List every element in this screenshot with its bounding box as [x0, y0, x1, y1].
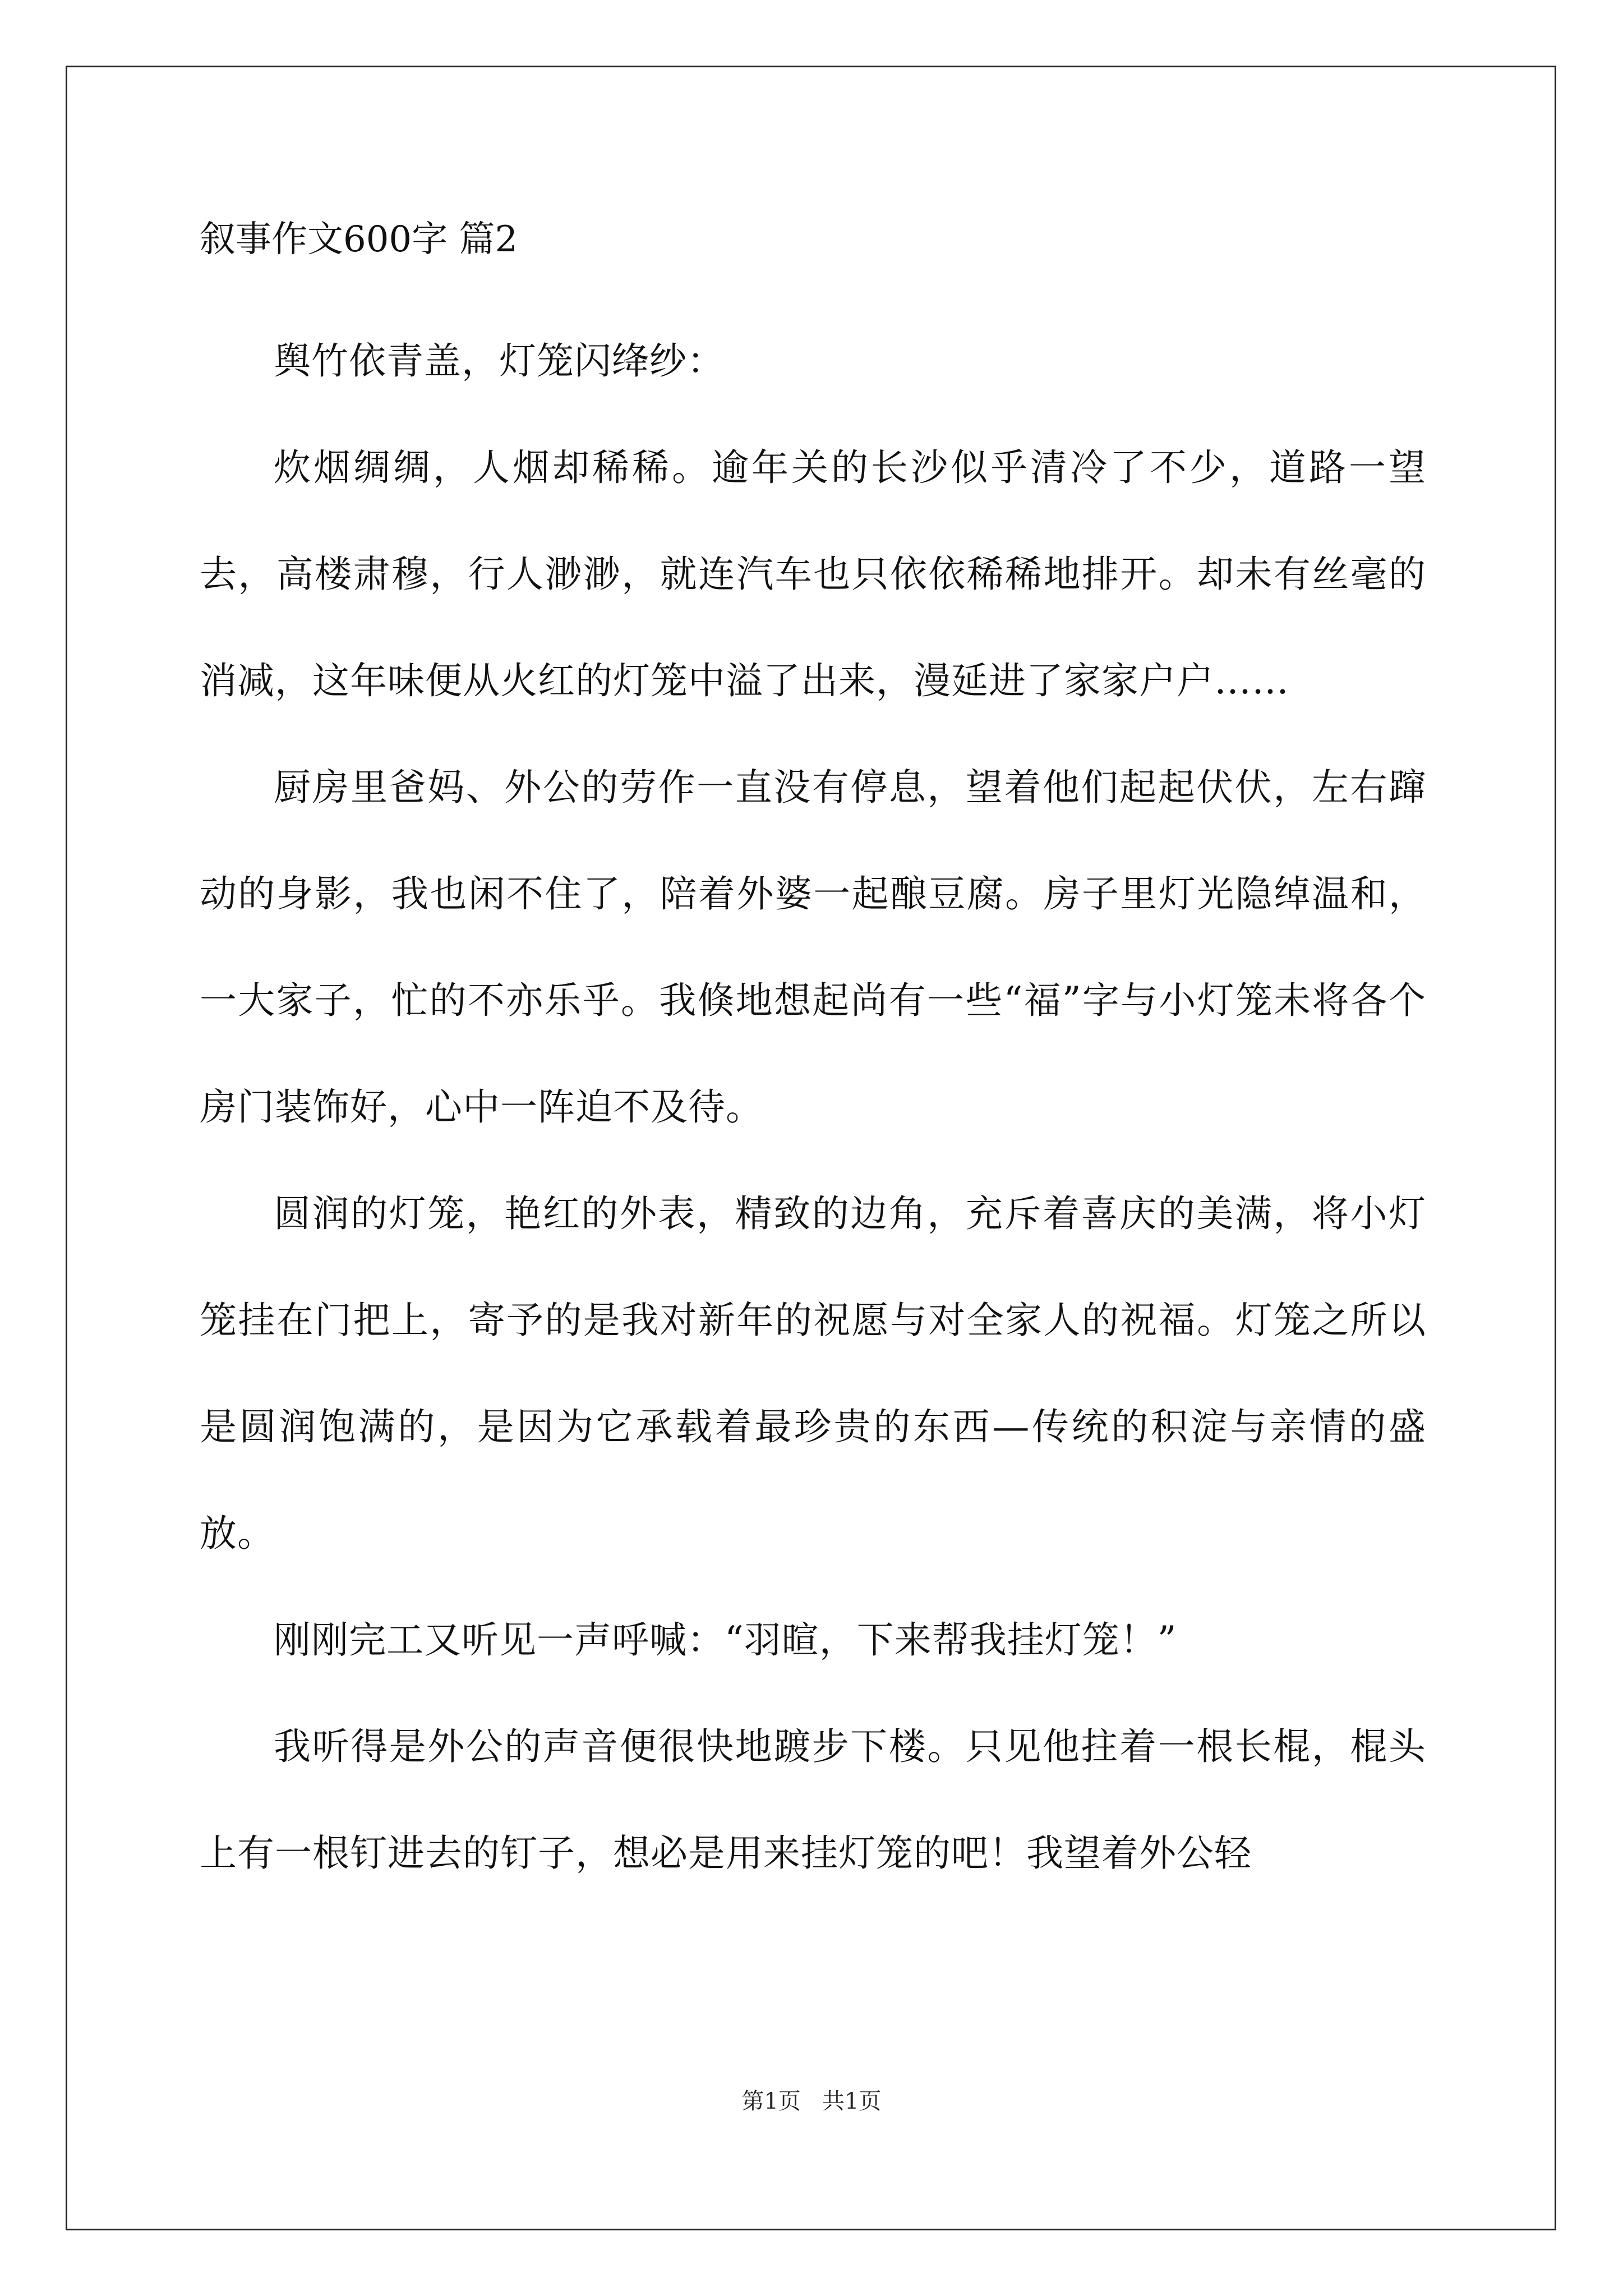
- document-body: [200, 219, 1426, 1907]
- paragraph-5: 刚刚完工又听见一声呼喊：“羽暄，下来帮我挂灯笼！”: [274, 1618, 1177, 1662]
- paragraph-2: 炊烟绸绸，人烟却稀稀。逾年关的长沙似乎清冷了不少，道路一望去，高楼肃穆，行人渺渺，就连汽车也只依依稀稀地排开。却未有丝毫的消减，这年味便从火红的灯笼中溢了出来，漫延进了家家户户……: [200, 446, 1426, 702]
- document-title: 叙事作文600字 篇2: [200, 219, 518, 260]
- paragraph-6: 我听得是外公的声音便很快地踱步下楼。只见他拄着一根长棍，棍头上有一根钉进去的钉子，想必是用来挂灯笼的吧！我望着外公轻: [200, 1725, 1426, 1875]
- paragraph-4: 圆润的灯笼，艳红的外表，精致的边角，充斥着喜庆的美满，将小灯笼挂在门把上，寄予的是我对新年的祝愿与对全家人的祝福。灯笼之所以是圆润饱满的，是因为它承载着最珍贵的东西—传统的积淀与亲情的盛放。: [200, 1192, 1426, 1555]
- paragraph-3: 厨房里爸妈、外公的劳作一直没有停息，望着他们起起伏伏，左右蹿动的身影，我也闲不住了，陪着外婆一起酿豆腐。房子里灯光隐绰温和，一大家子，忙的不亦乐乎。我倏地想起尚有一些“福”字与小灯笼未将各个房门装饰好，心中一阵迫不及待。: [200, 766, 1426, 1129]
- paragraph-1: 舆竹依青盖，灯笼闪绛纱：: [274, 339, 725, 383]
- page-number-footer: 第1页 共1页: [741, 2088, 882, 2114]
